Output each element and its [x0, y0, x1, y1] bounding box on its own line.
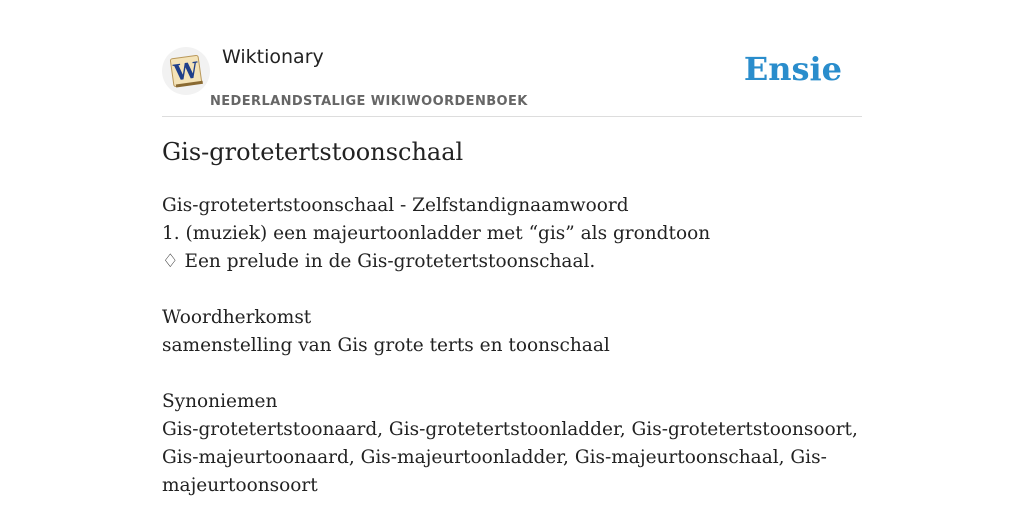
etymology-heading: Woordherkomst — [162, 307, 312, 328]
page-title: Gis-grotetertstoonschaal — [162, 138, 464, 166]
source-name[interactable]: Wiktionary — [222, 46, 324, 68]
synonyms-heading: Synoniemen — [162, 391, 278, 412]
spacer — [162, 276, 862, 304]
spacer — [162, 360, 862, 388]
source-header — [162, 40, 862, 117]
ensie-logo-link[interactable]: Ensie — [743, 50, 842, 88]
logo-letter: W — [172, 57, 201, 87]
definition-text: 1. (muziek) een majeurtoonladder met “gis” als grondtoon — [162, 223, 711, 244]
etymology-text: samenstelling van Gis grote terts en toonschaal — [162, 335, 610, 356]
wiktionary-logo-icon[interactable] — [162, 47, 210, 95]
entry-content — [162, 192, 862, 500]
example-sentence: ♢ Een prelude in de Gis-grotetertstoonschaal. — [162, 251, 596, 272]
source-subtitle: NEDERLANDSTALIGE WIKIWOORDENBOEK — [210, 94, 528, 109]
definition-heading: Gis-grotetertstoonschaal - Zelfstandignaamwoord — [162, 195, 629, 216]
synonyms-list: Gis-grotetertstoonaard, Gis-grotetertstoonladder, Gis-grotetertstoonsoort, Gis-majeurtoonaard, Gis-majeurtoonladder, Gis-majeurtoonschaal, Gis-majeurtoonsoort — [162, 419, 858, 496]
